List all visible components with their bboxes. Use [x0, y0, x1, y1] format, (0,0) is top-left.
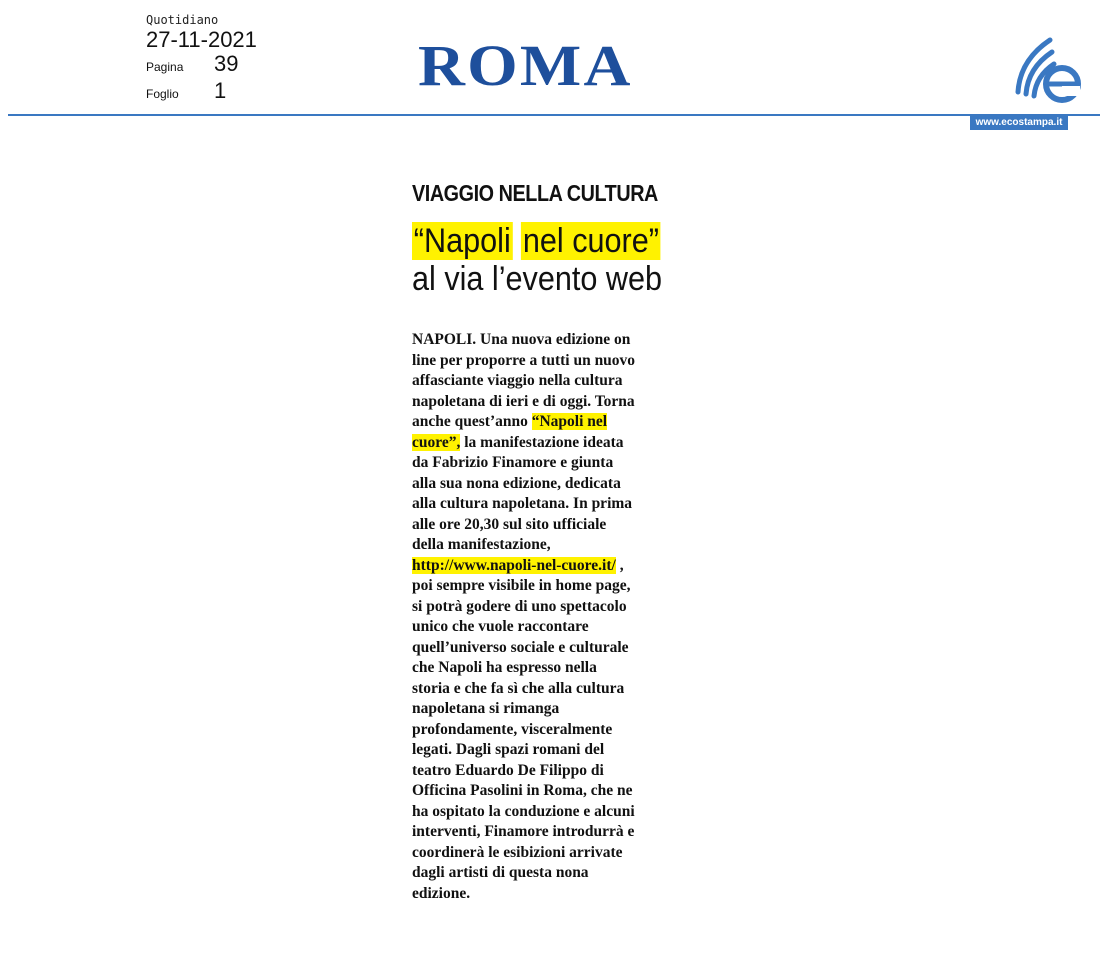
body-line: Officina Pasolini in Roma, che ne	[412, 782, 633, 799]
body-line: legati. Dagli spazi romani del	[412, 741, 605, 758]
site-badge: www.ecostampa.it	[970, 116, 1068, 130]
newspaper-masthead: ROMA	[418, 33, 633, 98]
body-line	[412, 412, 682, 433]
body-line: NAPOLI. Una nuova edizione on	[412, 331, 631, 348]
sheet-label: Foglio	[146, 87, 179, 101]
body-line: da Fabrizio Finamore e giunta	[412, 454, 614, 471]
publication-type: Quotidiano	[146, 13, 219, 27]
sheet-row	[146, 79, 257, 106]
body-line: alla sua nona edizione, dedicata	[412, 474, 621, 492]
page-value: 39	[214, 51, 239, 76]
body-line: interventi, Finamore introdurrà e	[412, 823, 635, 840]
body-line: si potrà godere di uno spettacolo	[412, 597, 627, 615]
body-line: storia e che fa sì che alla cultura	[412, 679, 625, 697]
ecostampa-logo-icon	[1010, 30, 1085, 105]
headline-highlight-2: nel cuore”	[522, 222, 659, 260]
body-line: teatro Eduardo De Filippo di	[412, 761, 604, 779]
body-line: unico che vuole raccontare	[412, 618, 589, 635]
body-line: coordinerà le esibizioni arrivate	[412, 843, 623, 861]
body-line: poi sempre visibile in home page,	[412, 577, 631, 594]
body-line: quell’universo sociale e culturale	[412, 638, 629, 656]
page-label: Pagina	[146, 60, 184, 74]
highlighted-event-name-end: cuore”,	[412, 433, 461, 451]
article-headline	[412, 222, 712, 298]
body-text-fragment: la manifestazione ideata	[460, 433, 624, 451]
article-body	[412, 330, 682, 904]
body-line	[412, 433, 682, 454]
body-line: napoletana di ieri e di oggi. Torna	[412, 392, 635, 410]
body-line: alle ore 20,30 sul sito ufficiale	[412, 515, 607, 533]
body-text-fragment: ,	[615, 556, 624, 574]
body-line	[412, 556, 682, 577]
headline-highlight-1: “Napoli	[413, 222, 511, 260]
body-line: alla cultura napoletana. In prima	[412, 495, 633, 512]
body-line: che Napoli ha espresso nella	[412, 659, 597, 676]
publication-date: 27-11-2021	[146, 27, 257, 52]
article-kicker: VIAGGIO NELLA CULTURA	[412, 180, 658, 206]
body-line: profondamente, visceralmente	[412, 720, 613, 738]
body-text-fragment: anche quest’anno	[412, 413, 532, 430]
body-line: napoletana si rimanga	[412, 700, 560, 717]
body-line: dagli artisti di questa nona	[412, 864, 589, 881]
body-line: della manifestazione,	[412, 536, 551, 553]
headline-line-2: al via l’evento web	[412, 260, 663, 298]
highlighted-url: http://www.napoli-nel-cuore.it/	[412, 556, 616, 574]
sheet-value: 1	[214, 78, 227, 103]
body-line: ha ospitato la conduzione e alcuni	[412, 802, 635, 820]
page-row	[146, 52, 257, 79]
header-divider	[8, 114, 1100, 116]
header-info	[146, 12, 257, 106]
highlighted-event-name: “Napoli nel	[531, 413, 608, 430]
body-line: edizione.	[412, 884, 471, 902]
headline-line-1	[412, 222, 682, 260]
body-line: affasciante viaggio nella cultura	[412, 372, 623, 389]
body-line: line per proporre a tutti un nuovo	[412, 351, 636, 369]
